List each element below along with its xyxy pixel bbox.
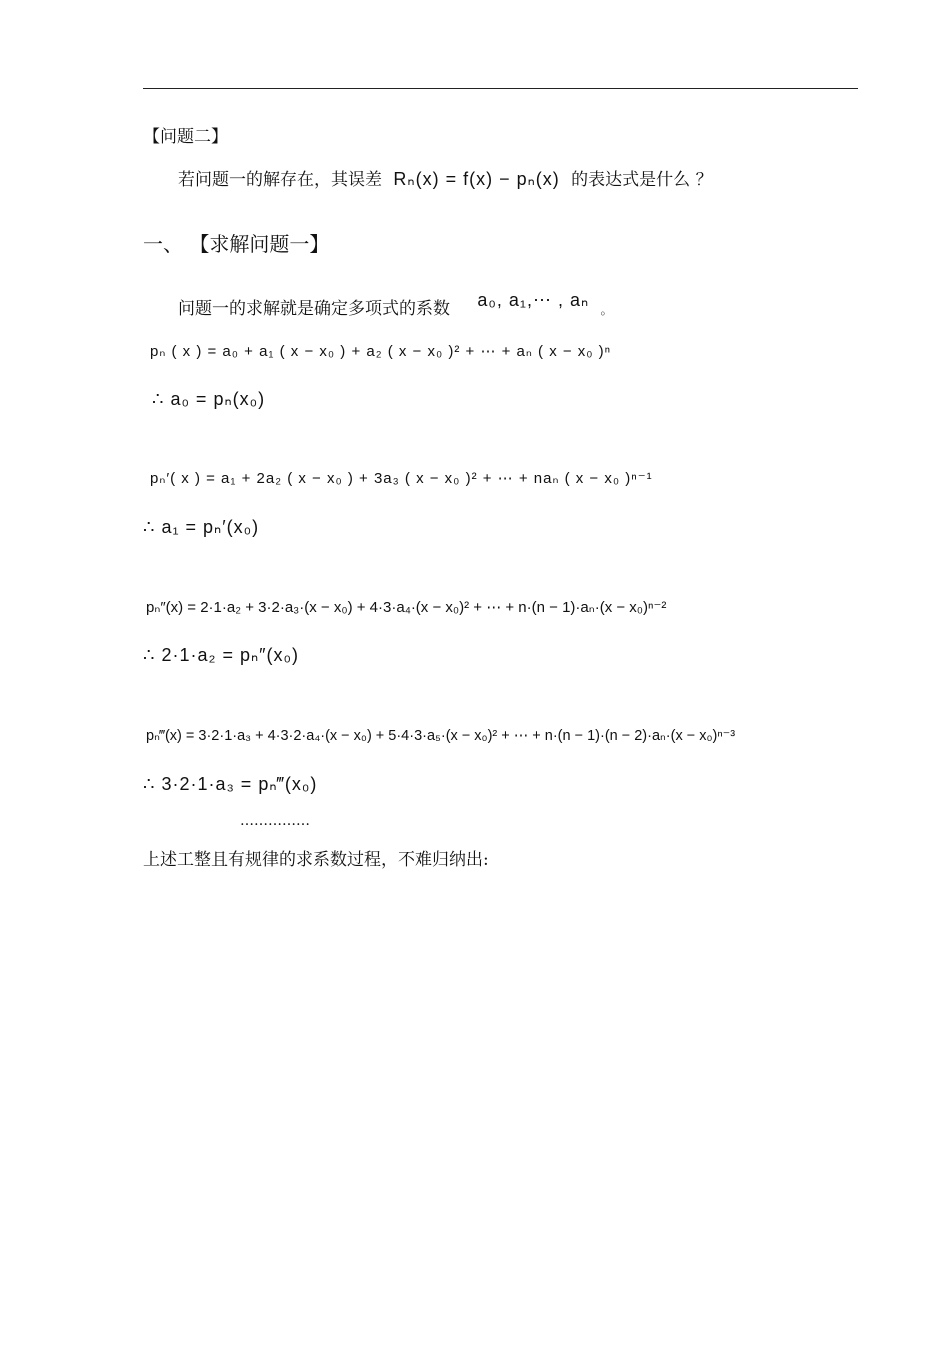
question-text-after: 的表达式是什么 ？ [571, 170, 713, 190]
equation-pn: pₙ ( x ) = a₀ + a₁ ( x − x₀ ) + a₂ ( x − x₀ )² + ⋯ + aₙ ( x − x₀ )ⁿ [150, 343, 612, 360]
problem2-title: 【问题二】 [143, 127, 228, 147]
section-intro [178, 290, 613, 319]
intro-text-after: 。 [600, 303, 613, 317]
intro-text-before: 问题一的求解就是确定多项式的系数 [178, 299, 450, 319]
equation-pn-second-derivative: pₙ″(x) = 2·1·a₂ + 3·2·a₃·(x − x₀) + 4·3·a₄·(x − x₀)² + ⋯ + n·(n − 1)·aₙ·(x − x₀)ⁿ⁻² [146, 599, 667, 616]
section-heading: 一、 【求解问题一】 [143, 232, 330, 256]
result-a0: ∴ a₀ = pₙ(x₀) [152, 389, 266, 409]
result-a3: ∴ 3·2·1·a₃ = pₙ‴(x₀) [143, 774, 318, 794]
conclusion-text: 上述工整且有规律的求系数过程，不难归纳出: [143, 850, 489, 870]
ellipsis: …………… [240, 813, 310, 829]
result-a1: ∴ a₁ = pₙ′(x₀) [143, 517, 260, 537]
equation-pn-third-derivative: pₙ‴(x) = 3·2·1·a₃ + 4·3·2·a₄·(x − x₀) + 5·4·3·a₅·(x − x₀)² + ⋯ + n·(n − 1)·(n − 2)·aₙ·(x − x₀)ⁿ⁻³ [146, 728, 736, 744]
problem2-question [178, 165, 713, 190]
question-text-before: 若问题一的解存在，其误差 [178, 170, 382, 190]
header-rule [143, 88, 858, 89]
result-a2: ∴ 2·1·a₂ = pₙ″(x₀) [143, 645, 299, 665]
error-formula: Rₙ(x) = f(x) − pₙ(x) [393, 169, 560, 189]
coefficients-formula: a₀, a₁,⋯ , aₙ [477, 290, 590, 310]
equation-pn-first-derivative: pₙ′( x ) = a₁ + 2a₂ ( x − x₀ ) + 3a₃ ( x − x₀ )² + ⋯ + naₙ ( x − x₀ )ⁿ⁻¹ [150, 470, 653, 487]
